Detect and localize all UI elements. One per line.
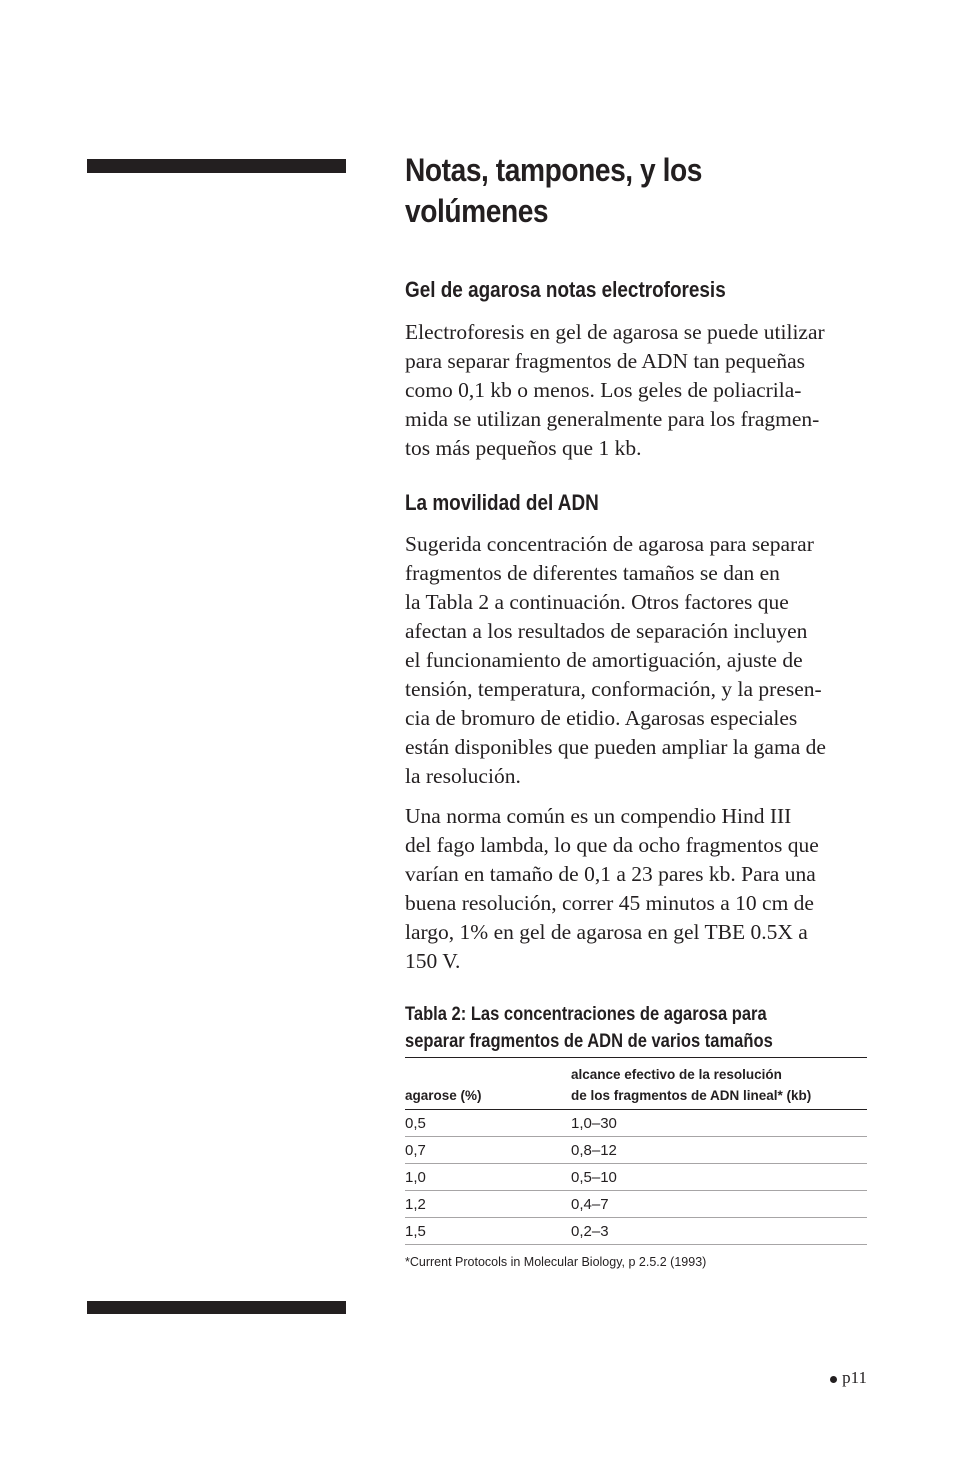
text-line: Electroforesis en gel de agarosa se puede utilizar [405, 320, 825, 344]
cell-range: 1,0–30 [571, 1110, 867, 1137]
cell-agarose: 1,5 [405, 1218, 571, 1245]
caption-line: Tabla 2: Las concentraciones de agarosa para [405, 1004, 767, 1025]
table-header-row [405, 1058, 867, 1110]
text-line: están disponibles que pueden ampliar la gama de [405, 735, 826, 759]
page-number-text: p11 [842, 1368, 867, 1387]
page-title [405, 150, 863, 232]
cell-range: 0,2–3 [571, 1218, 867, 1245]
paragraph-movilidad-2 [405, 802, 867, 976]
text-line: la resolución. [405, 764, 521, 788]
header-agarose: agarose (%) [405, 1058, 571, 1110]
cell-agarose: 1,2 [405, 1191, 571, 1218]
title-line: volúmenes [405, 193, 549, 229]
text-line: la Tabla 2 a continuación. Otros factores que [405, 590, 789, 614]
text-line: Sugerida concentración de agarosa para separar [405, 532, 814, 556]
text-line: 150 V. [405, 949, 461, 973]
header-line: alcance efectivo de la resolución [571, 1067, 782, 1082]
main-content [405, 150, 867, 1270]
text-line: largo, 1% en gel de agarosa en gel TBE 0.5X a [405, 920, 808, 944]
text-line: tos más pequeños que 1 kb. [405, 436, 642, 460]
table-caption [405, 1001, 875, 1055]
header-line: de los fragmentos de ADN lineal* (kb) [571, 1088, 812, 1103]
bottom-rule-bar [87, 1301, 346, 1314]
table-footnote: *Current Protocols in Molecular Biology, p 2.5.2 (1993) [405, 1255, 707, 1269]
section-heading-electroforesis: Gel de agarosa notas electroforesis [405, 277, 726, 302]
table-row [405, 1218, 867, 1245]
text-line: Una norma común es un compendio Hind III [405, 804, 792, 828]
text-line: mida se utilizan generalmente para los fragmen- [405, 407, 820, 431]
text-line: como 0,1 kb o menos. Los geles de poliacrila- [405, 378, 802, 402]
cell-range: 0,8–12 [571, 1137, 867, 1164]
text-line: afectan a los resultados de separación incluyen [405, 619, 808, 643]
cell-agarose: 0,5 [405, 1110, 571, 1137]
table-row [405, 1137, 867, 1164]
text-line: fragmentos de diferentes tamaños se dan en [405, 561, 780, 585]
page-number [830, 1367, 867, 1389]
paragraph-electroforesis [405, 318, 867, 463]
paragraph-movilidad-1 [405, 530, 867, 791]
table-row [405, 1191, 867, 1218]
cell-range: 0,5–10 [571, 1164, 867, 1191]
caption-line: separar fragmentos de ADN de varios tamaños [405, 1031, 773, 1052]
top-rule-bar [87, 159, 346, 173]
table-row [405, 1110, 867, 1137]
text-line: para separar fragmentos de ADN tan pequeñas [405, 349, 805, 373]
cell-agarose: 0,7 [405, 1137, 571, 1164]
bullet-icon [830, 1376, 837, 1383]
header-resolution [571, 1058, 867, 1110]
cell-range: 0,4–7 [571, 1191, 867, 1218]
text-line: del fago lambda, lo que da ocho fragmentos que [405, 833, 819, 857]
section-heading-movilidad: La movilidad del ADN [405, 490, 599, 515]
text-line: el funcionamiento de amortiguación, ajuste de [405, 648, 803, 672]
title-line: Notas, tampones, y los [405, 152, 703, 188]
text-line: tensión, temperatura, conformación, y la presen- [405, 677, 822, 701]
text-line: varían en tamaño de 0,1 a 23 pares kb. Para una [405, 862, 816, 886]
text-line: buena resolución, correr 45 minutos a 10 cm de [405, 891, 814, 915]
agarose-table [405, 1057, 867, 1245]
table-row [405, 1164, 867, 1191]
cell-agarose: 1,0 [405, 1164, 571, 1191]
text-line: cia de bromuro de etidio. Agarosas especiales [405, 706, 798, 730]
